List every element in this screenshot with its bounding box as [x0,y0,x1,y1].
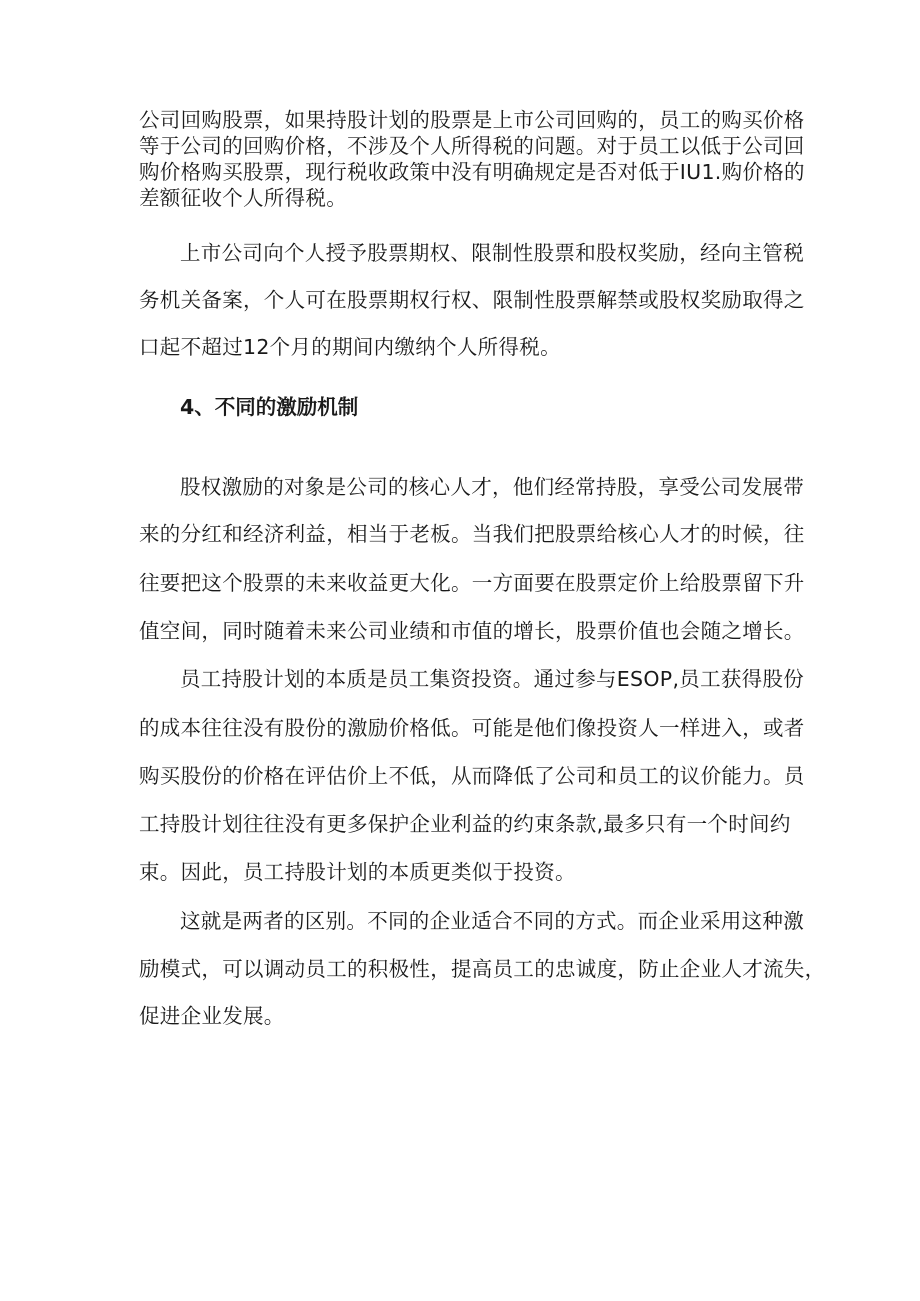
paragraph-line: 员工持股计划的本质是员工集资投资。通过参与ESOP,员工获得股份 [180,667,805,691]
paragraph-line: 的成本往往没有股份的激励价格低。可能是他们像投资人一样进入，或者 [139,716,805,740]
section-heading: 4、不同的激励机制 [180,395,359,419]
paragraph-line: 购价格购买股票，现行税收政策中没有明确规定是否对低于IU1.购价格的 [139,160,805,184]
paragraph-line: 等于公司的回购价格，不涉及个人所得税的问题。对于员工以低于公司回 [139,134,805,158]
paragraph-line: 差额征收个人所得税。 [139,186,347,210]
paragraph-line: 务机关备案，个人可在股票期权行权、限制性股票解禁或股权奖励取得之 [139,288,805,312]
paragraph-line: 值空间，同时随着未来公司业绩和市值的增长，股票价值也会随之增长。 [139,619,805,643]
paragraph-line: 口起不超过12个月的期间内缴纳个人所得税。 [139,335,561,359]
paragraph-line: 购买股份的价格在评估价上不低，从而降低了公司和员工的议价能力。员 [139,764,805,788]
paragraph-line: 公司回购股票，如果持股计划的股票是上市公司回购的，员工的购买价格 [139,108,805,132]
paragraph-line: 励模式，可以调动员工的积极性，提高员工的忠诚度，防止企业人才流失， [139,957,826,981]
paragraph-line: 工持股计划往往没有更多保护企业利益的约束条款,最多只有一个时间约 [139,812,791,836]
paragraph-line: 往要把这个股票的未来收益更大化。一方面要在股票定价上给股票留下升 [139,571,805,595]
paragraph-line: 束。因此，员工持股计划的本质更类似于投资。 [139,860,576,884]
paragraph-line: 上市公司向个人授予股票期权、限制性股票和股权奖励，经向主管税 [180,241,804,265]
paragraph-line: 促进企业发展。 [139,1004,285,1028]
paragraph-line: 这就是两者的区别。不同的企业适合不同的方式。而企业采用这种激 [180,909,804,933]
paragraph-line: 来的分红和经济利益，相当于老板。当我们把股票给核心人才的时候，往 [139,522,805,546]
paragraph-line: 股权激励的对象是公司的核心人才，他们经常持股，享受公司发展带 [180,475,804,499]
